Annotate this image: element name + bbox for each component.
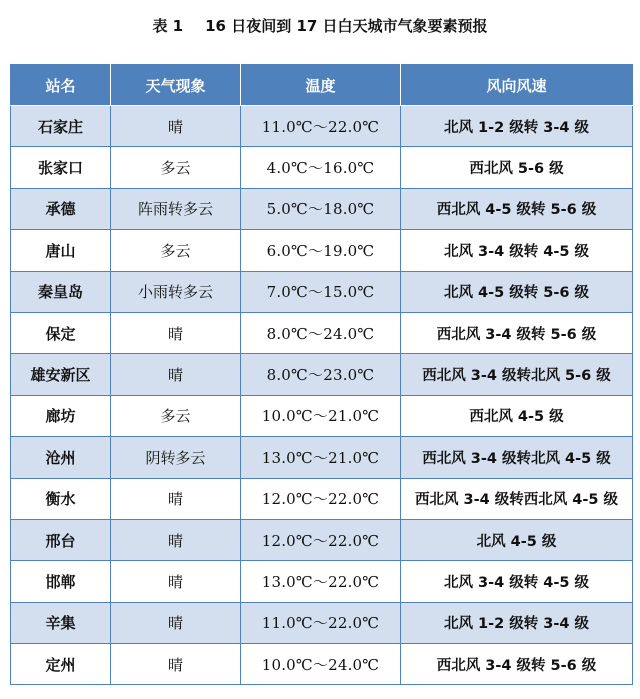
temperature-cell: 12.0℃～22.0℃ — [241, 478, 401, 519]
temperature-cell: 13.0℃～22.0℃ — [241, 561, 401, 602]
weather-cell: 阵雨转多云 — [111, 188, 241, 229]
table-body — [11, 106, 633, 685]
weather-cell: 多云 — [111, 395, 241, 436]
temperature-cell: 8.0℃～24.0℃ — [241, 312, 401, 353]
station-cell: 衡水 — [11, 478, 111, 519]
wind-cell: 西北风 3-4 级转 5-6 级 — [401, 312, 633, 353]
wind-cell: 西北风 5-6 级 — [401, 147, 633, 188]
wind-cell: 西北风 3-4 级转西北风 4-5 级 — [401, 478, 633, 519]
table-row — [11, 312, 633, 353]
temperature-cell: 7.0℃～15.0℃ — [241, 271, 401, 312]
table-row — [11, 478, 633, 519]
forecast-table — [10, 64, 633, 685]
table-row — [11, 230, 633, 271]
table-row — [11, 644, 633, 685]
table-row — [11, 602, 633, 643]
wind-cell: 西北风 4-5 级转 5-6 级 — [401, 188, 633, 229]
wind-cell: 西北风 4-5 级 — [401, 395, 633, 436]
temperature-cell: 10.0℃～24.0℃ — [241, 644, 401, 685]
header-weather: 天气现象 — [111, 65, 241, 106]
station-cell: 唐山 — [11, 230, 111, 271]
table-row — [11, 147, 633, 188]
header-wind: 风向风速 — [401, 65, 633, 106]
table-number: 表 1 — [152, 17, 184, 35]
station-cell: 承德 — [11, 188, 111, 229]
temperature-cell: 5.0℃～18.0℃ — [241, 188, 401, 229]
station-cell: 保定 — [11, 312, 111, 353]
table-row — [11, 437, 633, 478]
table-row — [11, 188, 633, 229]
temperature-cell: 13.0℃～21.0℃ — [241, 437, 401, 478]
weather-cell: 多云 — [111, 147, 241, 188]
temperature-cell: 6.0℃～19.0℃ — [241, 230, 401, 271]
weather-cell: 阴转多云 — [111, 437, 241, 478]
table-row — [11, 106, 633, 147]
station-cell: 廊坊 — [11, 395, 111, 436]
station-cell: 雄安新区 — [11, 354, 111, 395]
weather-cell: 晴 — [111, 312, 241, 353]
table-row — [11, 395, 633, 436]
weather-cell: 晴 — [111, 478, 241, 519]
header-station: 站名 — [11, 65, 111, 106]
weather-cell: 晴 — [111, 561, 241, 602]
weather-cell: 多云 — [111, 230, 241, 271]
temperature-cell: 8.0℃～23.0℃ — [241, 354, 401, 395]
temperature-cell: 12.0℃～22.0℃ — [241, 519, 401, 560]
temperature-cell: 10.0℃～21.0℃ — [241, 395, 401, 436]
header-temperature: 温度 — [241, 65, 401, 106]
wind-cell: 北风 1-2 级转 3-4 级 — [401, 106, 633, 147]
table-header — [11, 65, 633, 106]
table-caption — [0, 12, 640, 40]
station-cell: 邢台 — [11, 519, 111, 560]
temperature-cell: 11.0℃～22.0℃ — [241, 106, 401, 147]
table-row — [11, 271, 633, 312]
weather-cell: 晴 — [111, 106, 241, 147]
wind-cell: 北风 4-5 级 — [401, 519, 633, 560]
temperature-cell: 4.0℃～16.0℃ — [241, 147, 401, 188]
wind-cell: 西北风 3-4 级转 5-6 级 — [401, 644, 633, 685]
header-row — [11, 65, 633, 106]
weather-cell: 晴 — [111, 602, 241, 643]
station-cell: 石家庄 — [11, 106, 111, 147]
station-cell: 秦皇岛 — [11, 271, 111, 312]
table-row — [11, 354, 633, 395]
wind-cell: 北风 3-4 级转 4-5 级 — [401, 230, 633, 271]
table-row — [11, 519, 633, 560]
station-cell: 沧州 — [11, 437, 111, 478]
station-cell: 辛集 — [11, 602, 111, 643]
station-cell: 定州 — [11, 644, 111, 685]
weather-cell: 晴 — [111, 519, 241, 560]
table-row — [11, 561, 633, 602]
wind-cell: 北风 1-2 级转 3-4 级 — [401, 602, 633, 643]
temperature-cell: 11.0℃～22.0℃ — [241, 602, 401, 643]
wind-cell: 西北风 3-4 级转北风 4-5 级 — [401, 437, 633, 478]
station-cell: 邯郸 — [11, 561, 111, 602]
table-title: 16 日夜间到 17 日白天城市气象要素预报 — [205, 17, 488, 35]
weather-cell: 晴 — [111, 354, 241, 395]
station-cell: 张家口 — [11, 147, 111, 188]
wind-cell: 北风 4-5 级转 5-6 级 — [401, 271, 633, 312]
wind-cell: 北风 3-4 级转 4-5 级 — [401, 561, 633, 602]
weather-cell: 小雨转多云 — [111, 271, 241, 312]
weather-cell: 晴 — [111, 644, 241, 685]
wind-cell: 西北风 3-4 级转北风 5-6 级 — [401, 354, 633, 395]
